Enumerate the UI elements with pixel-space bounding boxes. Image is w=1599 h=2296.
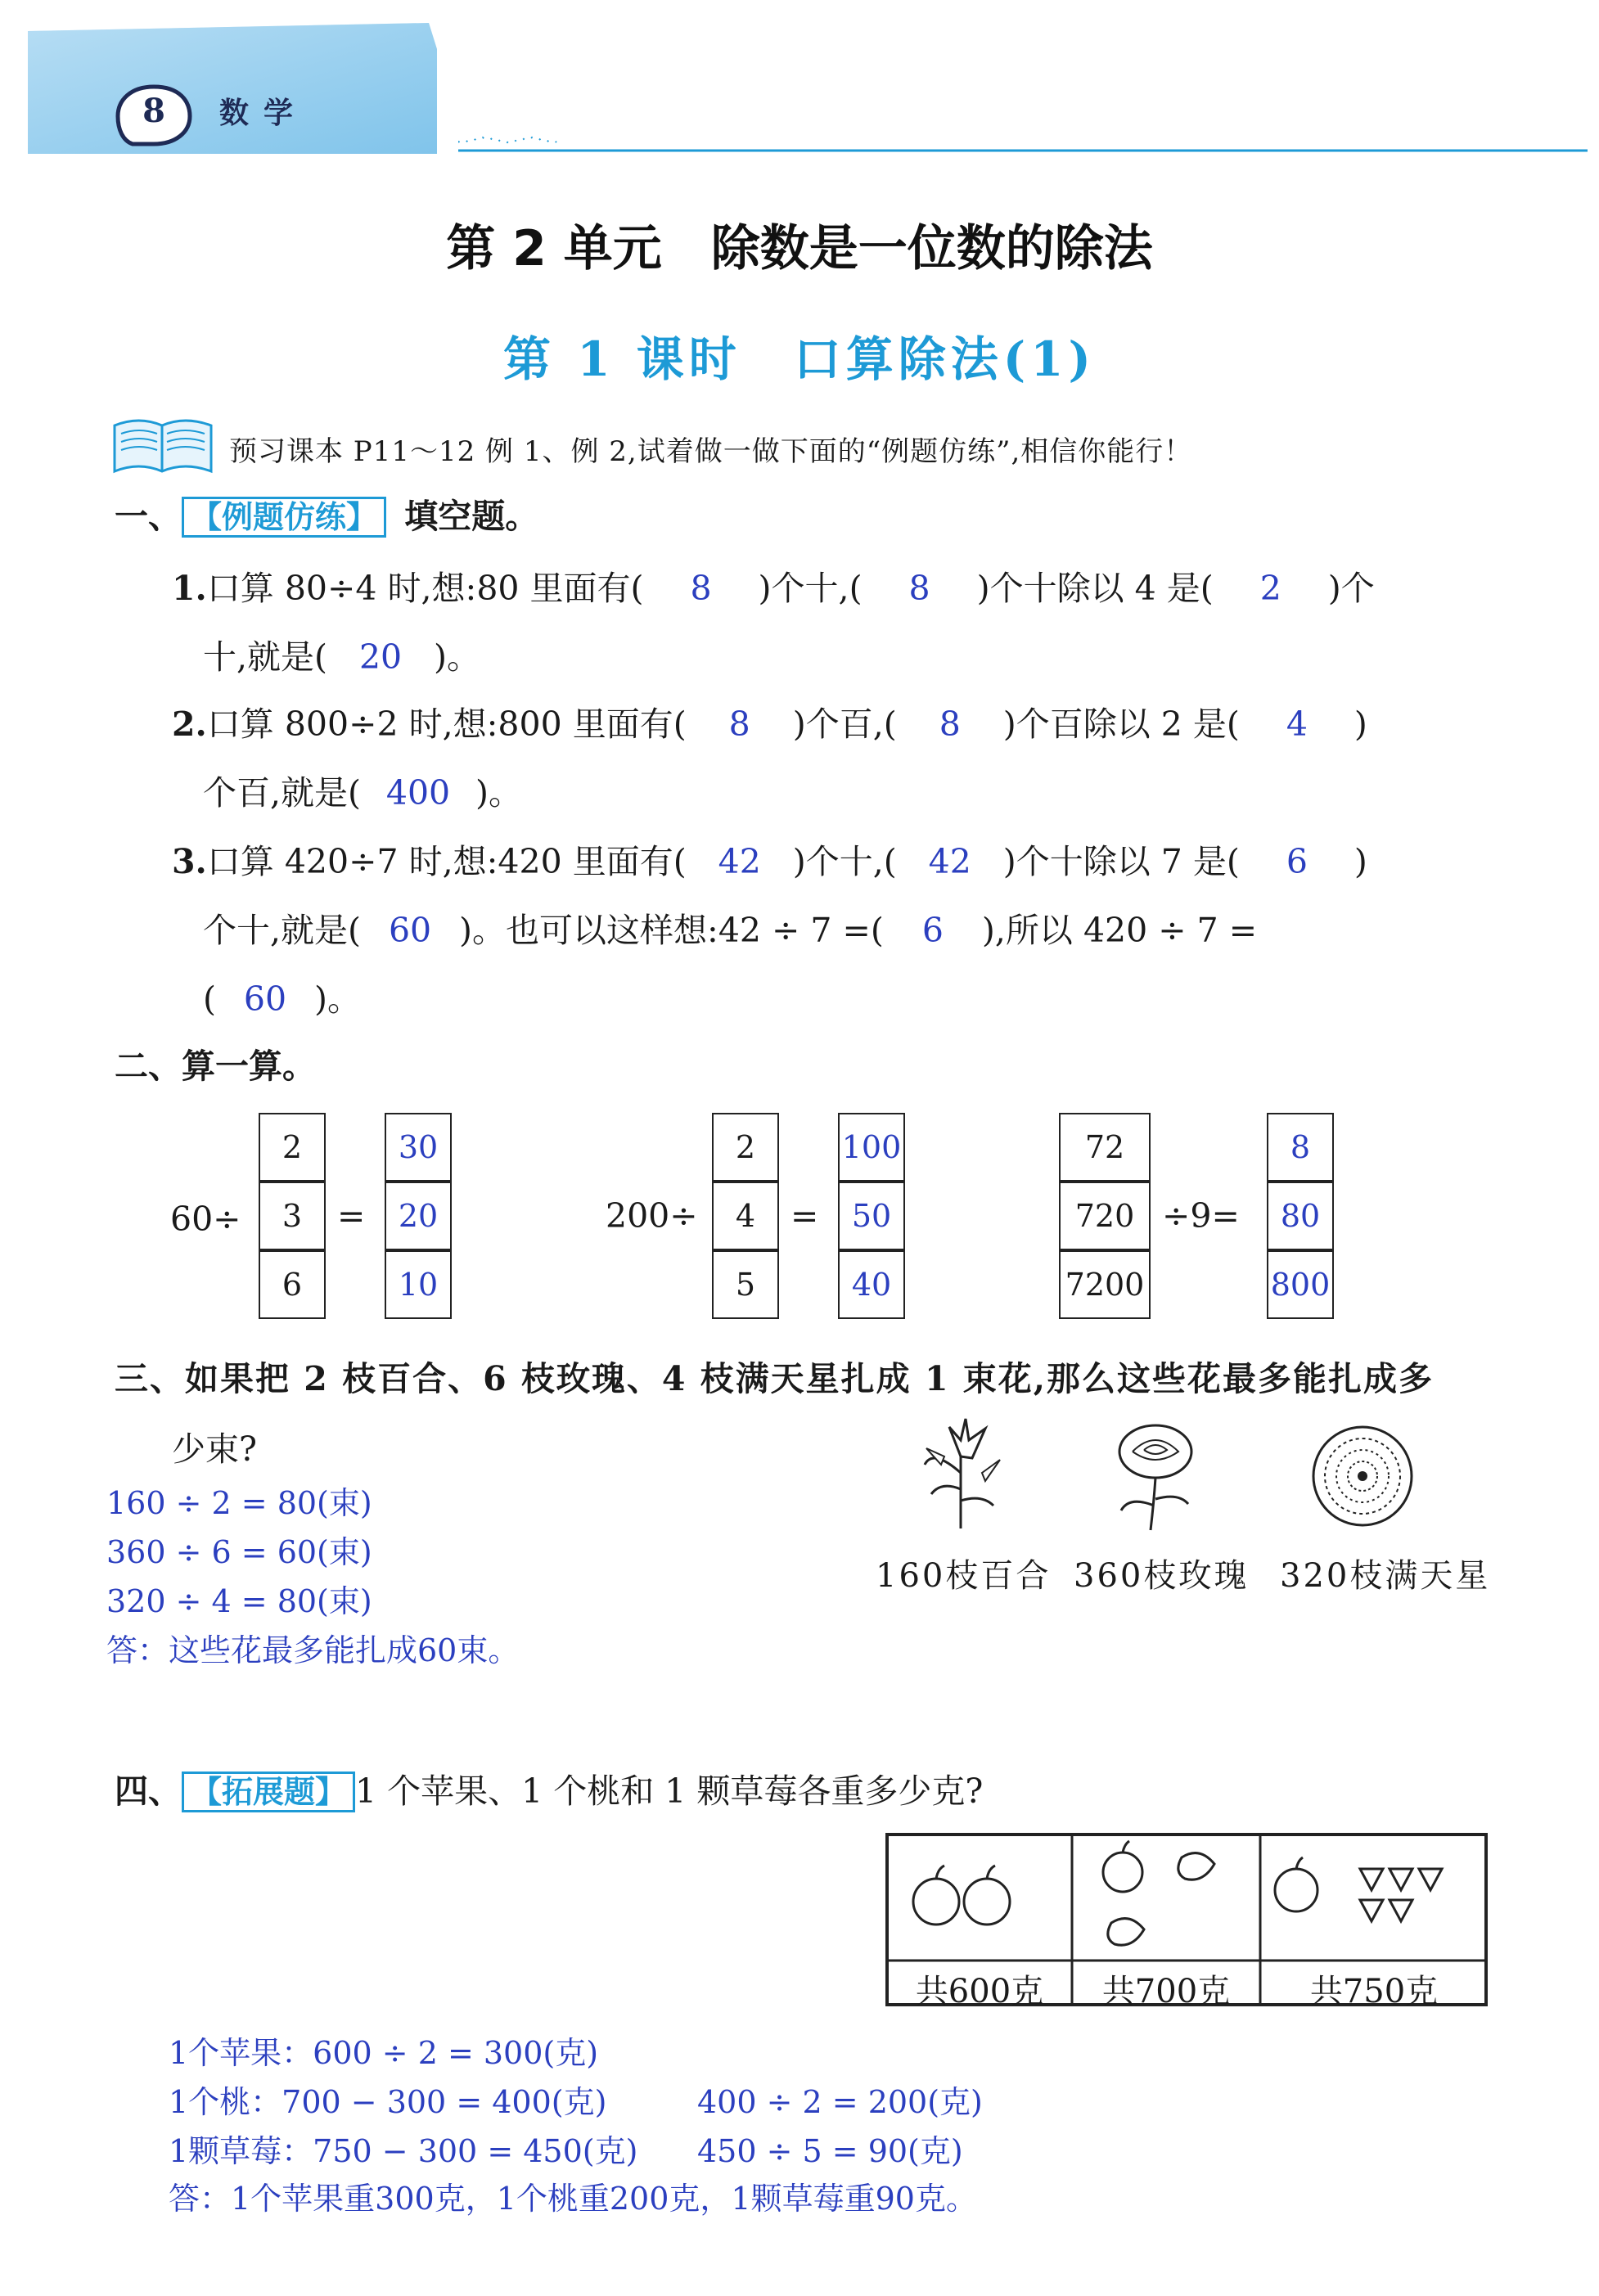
g3-right-cell: 8 [1267,1113,1334,1182]
q2-text6: )。 [475,773,523,813]
q2-answer3: 4 [1286,705,1308,744]
q1-answer1: 8 [690,569,712,608]
g1-right-cell: 10 [385,1250,452,1319]
g2-right-cell: 40 [838,1250,905,1319]
g2-left-cell: 2 [712,1113,779,1182]
q2-text2: )个百,( [792,705,897,744]
g1-right-cell: 20 [385,1182,452,1250]
header-rule [458,131,1588,155]
section2-heading: 二、算一算。 [115,1047,316,1086]
q1-answer2: 8 [908,569,930,608]
q3-text3: )个十除以 7 是( [1002,842,1240,881]
q2-text3: )个百除以 2 是( [1002,705,1240,744]
g1-right-cell: 30 [385,1113,452,1182]
header-banner [28,23,437,154]
preview-note: 预习课本 P11～12 例 1、例 2,试着做一做下面的“例题仿练”,相信你能行！ [229,435,1193,468]
q2-text4: ) [1354,705,1367,744]
q2-text1: 口算 800÷2 时,想:800 里面有( [206,705,687,744]
q1-answer3: 2 [1259,569,1281,608]
fruit-total-label: 共600克 [915,1973,1044,2010]
peach-answer: 1个桃：700 − 300 = 400(克) [169,2084,607,2120]
section4-final-answer: 答：1个苹果重300克，1个桃重200克，1颗草莓重90克。 [169,2181,977,2217]
unit-title: 第 2 单元 除数是一位数的除法 [446,220,1153,277]
q2-line2 [203,766,522,814]
q3-answer3: 6 [1286,842,1308,881]
g1-left-cell: 3 [259,1182,326,1250]
q1-text3: )个十除以 4 是( [976,569,1214,608]
flower-label: 320枝满天星 [1280,1557,1491,1595]
q3-text4: ) [1354,842,1367,881]
section3-final-answer: 答：这些花最多能扎成60束。 [106,1632,520,1668]
q2-answer1: 8 [728,705,750,744]
babys-breath-icon [1301,1424,1424,1530]
apple-answer: 1个苹果：600 ÷ 2 = 300(克) [169,2035,599,2071]
section1-prefix: 一、 [115,497,182,536]
q2-answer4: 400 [385,773,451,813]
g3-right-cell: 80 [1267,1182,1334,1250]
flower-label: 160枝百合 [876,1557,1052,1595]
q3-text5: 个十,就是( [203,911,362,950]
q1-number: 1. [172,569,207,608]
section3-answer: 320 ÷ 4 = 80(束) [106,1583,372,1619]
section1-heading [115,489,538,538]
q1-answer4: 20 [358,637,403,677]
g3-left-cell: 720 [1059,1182,1151,1250]
strawberry-answer: 1颗草莓：750 − 300 = 450(克) [169,2133,638,2169]
section3-line1: 三、如果把 2 枝百合、6 枝玫瑰、4 枝满天星扎成 1 束花,那么这些花最多能扎成多 [115,1359,1435,1398]
q3-line2 [203,903,1257,952]
section4-prefix: 四、 [115,1772,182,1811]
q3-text1: 口算 420÷7 时,想:420 里面有( [206,842,687,881]
section4-heading-text: 1 个苹果、1 个桃和 1 颗草莓各重多少克? [355,1772,984,1811]
section3-answer: 360 ÷ 6 = 60(束) [106,1534,372,1570]
flower-label: 360枝玫瑰 [1074,1557,1250,1595]
q3-number: 3. [172,842,207,881]
q2-text5: 个百,就是( [203,773,362,813]
q3-answer1: 42 [718,842,761,881]
strawberry-answer-2: 450 ÷ 5 = 90(克) [697,2133,963,2169]
q3-answer2: 42 [928,842,971,881]
q3-text9: )。 [314,979,361,1019]
g2-right-cell: 100 [838,1113,905,1182]
g2-right-cell: 50 [838,1182,905,1250]
q3-text2: )个十,( [792,842,897,881]
section1-tag: 【例题仿练】 [182,497,386,538]
q3-answer6: 60 [243,979,287,1019]
g3-operator: ÷9= [1162,1196,1240,1236]
lily-icon [908,1416,1015,1530]
q1-line1 [172,561,1375,610]
g3-right-cell: 800 [1267,1250,1334,1319]
g2-label: 200÷ [606,1196,698,1236]
book-icon [110,414,216,476]
q3-text6: )。也可以这样想:42 ÷ 7 =( [459,911,884,950]
section3-answer: 160 ÷ 2 = 80(束) [106,1485,372,1521]
q1-text2: )个十,( [758,569,863,608]
q2-answer2: 8 [939,705,961,744]
g3-left-cell: 72 [1059,1113,1151,1182]
section4-tag: 【拓展题】 [182,1772,355,1812]
section1-heading-text: 填空题。 [404,497,539,536]
fruit-total-label: 共700克 [1101,1973,1231,2010]
q1-text1: 口算 80÷4 时,想:80 里面有( [206,569,644,608]
q2-line1 [172,697,1367,745]
g1-left-cell: 2 [259,1113,326,1182]
q1-text6: )。 [434,637,481,677]
g3-left-cell: 7200 [1059,1250,1151,1319]
subject-label: 数学 [219,96,309,130]
q3-text7: ),所以 420 ÷ 7 = [981,911,1258,950]
fruit-total-label: 共750克 [1309,1973,1439,2010]
section3-line2: 少束? [172,1429,257,1469]
q3-line3 [203,972,361,1020]
rose-icon [1097,1420,1211,1532]
q1-text4: )个 [1327,569,1375,608]
q1-line2 [203,630,480,678]
peach-answer-2: 400 ÷ 2 = 200(克) [697,2084,983,2120]
page-number: 8 [142,92,165,130]
g2-left-cell: 5 [712,1250,779,1319]
section4-heading [115,1764,983,1812]
q2-number: 2. [172,705,207,744]
g2-left-cell: 4 [712,1182,779,1250]
q3-text8: ( [203,979,216,1019]
g1-left-cell: 6 [259,1250,326,1319]
q3-answer5: 6 [921,911,944,950]
g1-equals: = [337,1196,366,1236]
g1-label: 60÷ [170,1200,241,1239]
lesson-title: 第 1 课时 口算除法(1) [503,331,1096,387]
q3-answer4: 60 [388,911,432,950]
q1-text5: 十,就是( [203,637,328,677]
q3-line1 [172,835,1367,883]
g2-equals: = [790,1196,819,1236]
